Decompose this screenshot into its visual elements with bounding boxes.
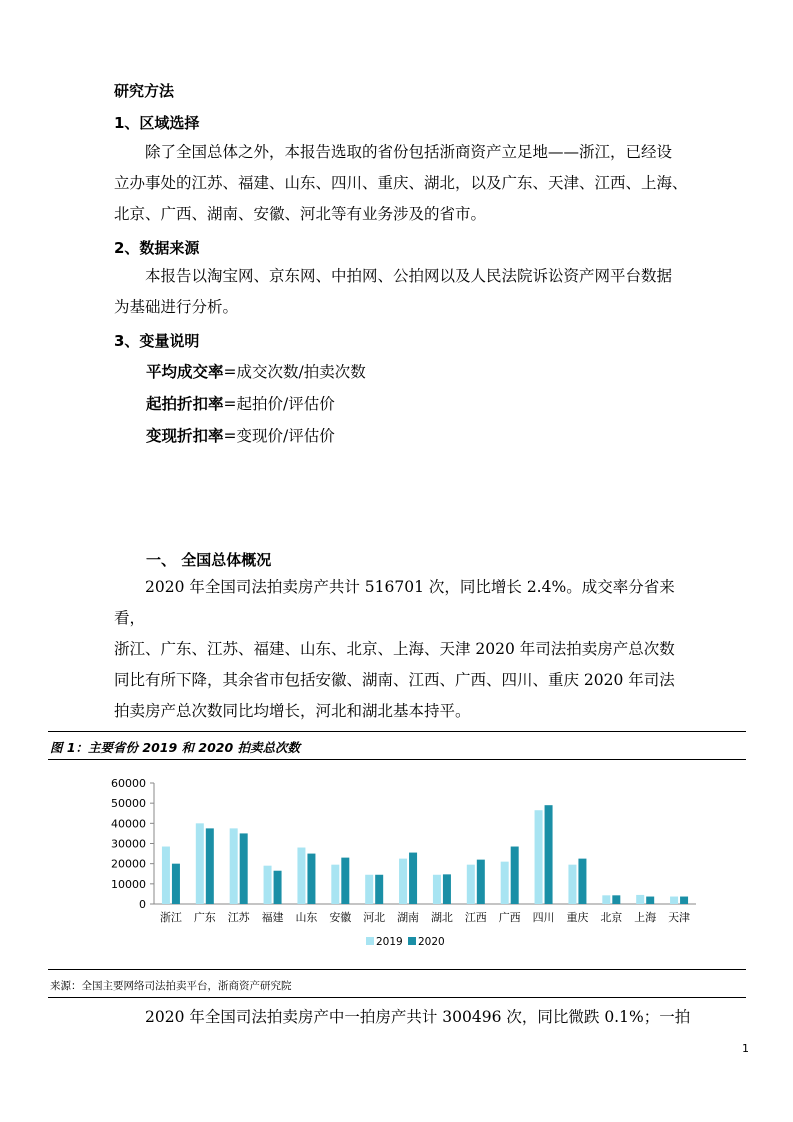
figure-source: 来源：全国主要网络司法拍卖平台，浙商资产研究院 <box>50 980 292 992</box>
variable-formula: =起拍价/评估价 <box>223 395 335 413</box>
bar-2020-天津 <box>680 897 688 904</box>
bar-2020-福建 <box>274 871 282 904</box>
variable-name: 变现折扣率 <box>146 427 224 445</box>
variable-definition <box>146 360 366 382</box>
bar-2019-天津 <box>670 897 678 904</box>
bar-2019-江苏 <box>230 828 238 904</box>
bar-2020-上海 <box>646 897 654 904</box>
text-line: 浙江、广东、江苏、福建、山东、北京、上海、天津 2020 年司法拍卖房产总次数 <box>114 640 675 658</box>
x-tick-label: 四川 <box>532 911 555 924</box>
figure-bottom-rule <box>48 969 746 970</box>
text-line: 除了全国总体之外，本报告选取的省份包括浙商资产立足地——浙江，已经设 <box>145 143 673 161</box>
x-tick-label: 浙江 <box>159 911 182 924</box>
bar-2019-河北 <box>365 875 373 904</box>
x-tick-label: 江苏 <box>227 911 250 924</box>
figure-title: 图 1：主要省份 2019 和 2020 拍卖总次数 <box>50 740 301 755</box>
y-tick-label: 10000 <box>111 877 146 891</box>
bar-2020-浙江 <box>172 864 180 904</box>
y-tick-label: 60000 <box>111 777 146 790</box>
x-tick-label: 湖北 <box>430 911 453 924</box>
text-line: 同比有所下降，其余省市包括安徽、湖南、江西、广西、四川、重庆 2020 年司法 <box>114 671 675 689</box>
text-line: 北京、广西、湖南、安徽、河北等有业务涉及的省市。 <box>114 205 487 223</box>
bar-2020-广西 <box>511 847 519 904</box>
bar-2019-四川 <box>535 810 543 904</box>
y-tick-label: 40000 <box>111 817 146 831</box>
bar-2020-广东 <box>206 828 214 904</box>
overview-paragraph <box>114 572 694 727</box>
bar-2019-湖北 <box>433 875 441 904</box>
bar-2020-北京 <box>612 895 620 904</box>
figure-title-rule <box>48 759 746 760</box>
text-line: 立办事处的江苏、福建、山东、四川、重庆、湖北，以及广东、天津、江西、上海、 <box>114 174 688 192</box>
data-source-paragraph <box>114 261 694 323</box>
legend <box>366 936 445 948</box>
bar-2020-河北 <box>375 875 383 904</box>
x-tick-label: 河北 <box>363 911 386 924</box>
x-tick-label: 湖南 <box>397 911 420 924</box>
variable-definition <box>146 392 335 414</box>
text-line: 2020 年全国司法拍卖房产中一拍房产共计 300496 次，同比微跌 0.1%；一拍 <box>145 1008 691 1026</box>
page-number: 1 <box>742 1042 749 1055</box>
variable-formula: =成交次数/拍卖次数 <box>223 363 366 381</box>
text-line: 本报告以淘宝网、京东网、中拍网、公拍网以及人民法院诉讼资产网平台数据 <box>145 267 673 285</box>
variable-formula: =变现价/评估价 <box>223 427 335 445</box>
bar-2019-福建 <box>264 866 272 904</box>
bar-2019-上海 <box>636 895 644 904</box>
bar-2019-浙江 <box>162 847 170 904</box>
bar-2019-山东 <box>297 848 305 904</box>
bar-2020-湖南 <box>409 853 417 904</box>
y-tick-label: 50000 <box>111 797 146 811</box>
x-tick-label: 山东 <box>295 911 318 924</box>
legend-swatch-2020 <box>408 937 416 945</box>
figure-top-rule <box>48 731 746 732</box>
bar-2019-江西 <box>467 865 475 904</box>
methods-heading: 研究方法 <box>114 82 175 100</box>
y-tick-label: 20000 <box>111 857 146 871</box>
section-region-title: 1、区域选择 <box>114 114 200 132</box>
text-line: 2020 年全国司法拍卖房产共计 516701 次，同比增长 2.4%。成交率分省来看， <box>114 578 675 627</box>
bar-2020-江苏 <box>240 833 248 904</box>
x-tick-label: 重庆 <box>566 911 589 924</box>
legend-swatch-2019 <box>366 937 374 945</box>
variable-name: 起拍折扣率 <box>146 395 224 413</box>
x-tick-label: 广东 <box>193 911 216 924</box>
x-axis-labels <box>160 910 690 924</box>
bar-2020-山东 <box>307 854 315 904</box>
x-tick-label: 北京 <box>600 911 623 924</box>
text-line: 拍卖房产总次数同比均增长，河北和湖北基本持平。 <box>114 702 471 720</box>
y-tick-label: 0 <box>139 898 146 911</box>
bar-2020-安徽 <box>341 858 349 904</box>
x-tick-label: 天津 <box>668 911 691 924</box>
variable-name: 平均成交率 <box>146 363 224 381</box>
x-tick-label: 广西 <box>498 911 521 924</box>
after-paragraph <box>114 1002 704 1033</box>
variable-definition <box>146 424 335 446</box>
bars-group <box>162 805 688 904</box>
bar-2019-广西 <box>501 862 509 904</box>
text-line: 为基础进行分析。 <box>114 298 239 316</box>
legend-label-2019: 2019 <box>376 936 403 948</box>
bar-2019-重庆 <box>568 865 576 904</box>
x-tick-label: 安徽 <box>329 911 352 924</box>
section-data-source-title: 2、数据来源 <box>114 239 200 257</box>
bar-2019-湖南 <box>399 859 407 904</box>
x-tick-label: 江西 <box>464 911 487 924</box>
source-rule <box>48 997 746 998</box>
overview-heading: 一、 全国总体概况 <box>146 551 272 569</box>
legend-label-2020: 2020 <box>418 936 445 948</box>
x-tick-label: 福建 <box>261 911 284 924</box>
y-tick-label: 30000 <box>111 837 146 851</box>
x-tick-label: 上海 <box>634 911 657 924</box>
bar-2019-北京 <box>602 895 610 904</box>
bar-chart <box>48 765 746 965</box>
region-paragraph <box>114 137 694 230</box>
bar-2020-重庆 <box>578 859 586 904</box>
bar-2020-江西 <box>477 860 485 904</box>
section-variables-title: 3、变量说明 <box>114 332 200 350</box>
bar-2019-广东 <box>196 823 204 904</box>
bar-2020-湖北 <box>443 874 451 904</box>
bar-2020-四川 <box>545 805 553 904</box>
bar-2019-安徽 <box>331 865 339 904</box>
